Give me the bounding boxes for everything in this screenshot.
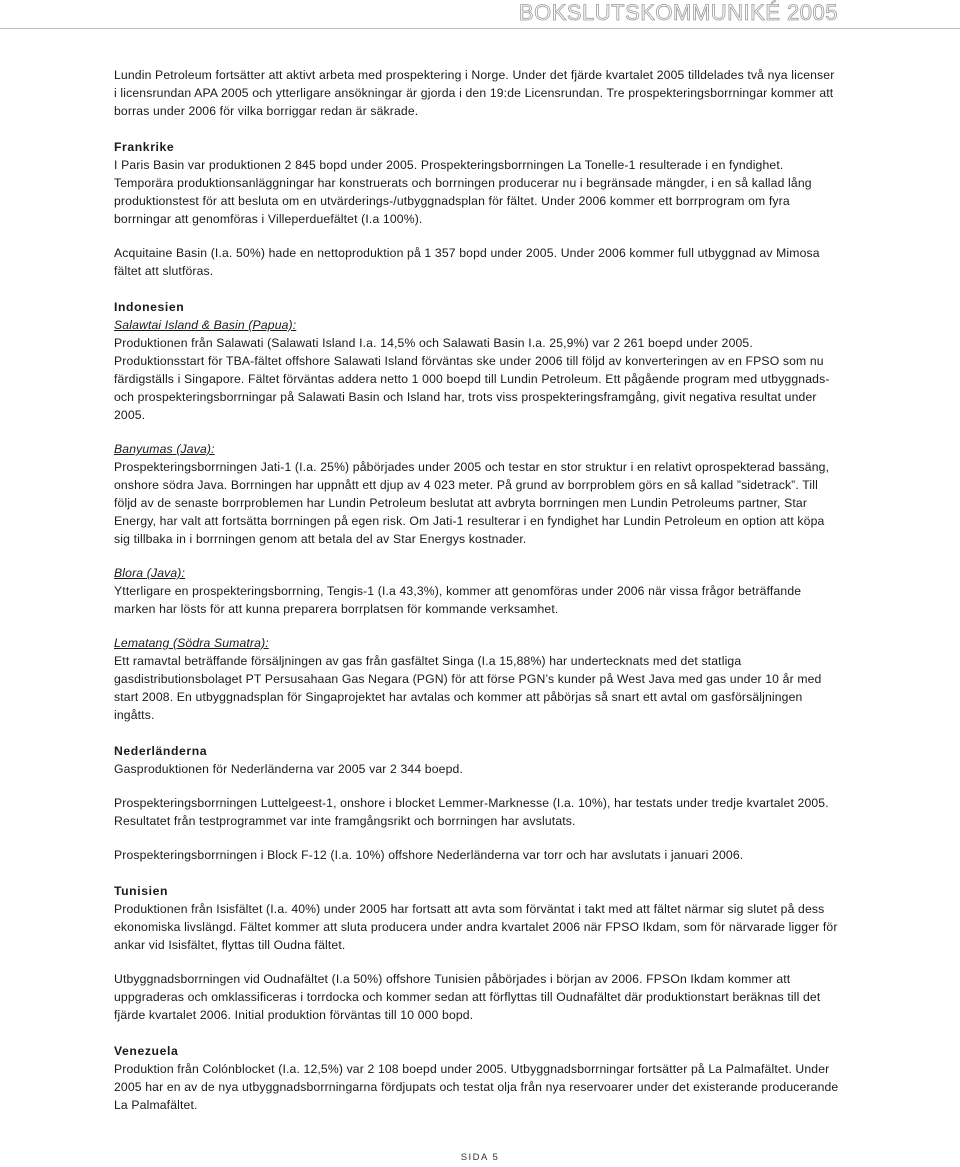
intro-paragraph: Lundin Petroleum fortsätter att aktivt arbeta med prospektering i Norge. Under det fjärde kvartalet 2005 tilldelades två nya licenser i licensrundan APA 2005 och ytterligare ansökningar är gjorda i den 19:de Licensrundan. Tre prospekteringsborrningar kommer att borras under 2006 för vilka borriggar redan är säkrade. (114, 68, 835, 118)
paragraph: Ett ramavtal beträffande försäljningen av gas från gasfältet Singa (I.a 15,88%) har undertecknats med det statliga gasdistributionsbolaget PT Persusahaan Gas Negara (PGN) för att förse PGN’s kunder på West Java med gas under 10 år med start 2008. En utbyggnadsplan för Singaprojektet har avtalas och kommer att påbörjas så snart ett avtal om gasförsäljningen ingåtts. (114, 654, 822, 722)
header-divider (0, 28, 960, 29)
subheading-salawati: Salawtai Island & Basin (Papua): (114, 318, 297, 332)
section-heading-venezuela: Venezuela (114, 1044, 179, 1058)
paragraph: Acquitaine Basin (I.a. 50%) hade en nettoproduktion på 1 357 bopd under 2005. Under 2006 kommer full utbyggnad av Mimosa fältet att slutföras. (114, 246, 820, 278)
paragraph: Produktion från Colónblocket (I.a. 12,5%) var 2 108 boepd under 2005. Utbyggnadsborrningar fortsätter på La Palmafältet. Under 2005 har en av de nya utbyggnadsborrningarna fördjupats och testat olja från nya reservoarer under det existerande producerande La Palmafältet. (114, 1062, 839, 1112)
subheading-banyumas: Banyumas (Java): (114, 442, 215, 456)
section-heading-indonesien: Indonesien (114, 300, 185, 314)
paragraph: Produktionen från Salawati (Salawati Island I.a. 14,5% och Salawati Basin I.a. 25,9%) var 2 261 boepd under 2005. Produktionsstart för TBA-fältet offshore Salawati Island förväntas ske under 2006 till följd av konverteringen av en FPSO som nu färdigställs i Singapore. Fältet förväntas addera netto 1 000 boepd till Lundin Petroleum. Ett pågående program med utbyggnads- och prospekteringsborrningar på Salawati Basin och Island har, trots viss prospekteringsframgång, givit negativa resultat under 2005. (114, 336, 830, 422)
subheading-lematang: Lematang (Södra Sumatra): (114, 636, 269, 650)
paragraph: I Paris Basin var produktionen 2 845 bopd under 2005. Prospekteringsborrningen La Tonelle-1 resulterade i en fyndighet. Temporära produktionsanläggningar har konstruerats och borrningen producerar nu i begränsade mängder, i en så kallad lång produktionstest för att besluta om en utvärderings-/utbyggnadsplan för fältet. Under 2006 kommer ett borrprogram om fyra borrningar att genomföras i Villeperduefältet (I.a 100%). (114, 158, 812, 226)
page-number: SIDA 5 (460, 1152, 500, 1163)
paragraph: Ytterligare en prospekteringsborrning, Tengis-1 (I.a 43,3%), kommer att genomföras under 2006 när vissa frågor beträffande marken har lösts för att kunna preparera borrplatsen för kommande verksamhet. (114, 584, 802, 616)
paragraph: Prospekteringsborrningen Jati-1 (I.a. 25%) påbörjades under 2005 och testar en stor struktur i en relativt oprospekterad bassäng, onshore södra Java. Borrningen har uppnått ett djup av 4 023 meter. På grund av borrproblem görs en så kallad ”sidetrack”. Till följd av de senaste borrproblemen har Lundin Petroleum beslutat att avbryta borrningen men Lundin Petroleums partner, Star Energy, har valt att fortsätta borrningen på egen risk. Om Jati-1 resulterar i en fyndighet har Lundin Petroleum en option att köpa sig tillbaka in i borrningen genom att betala del av Star Energys kostnader. (114, 460, 830, 546)
section-heading-frankrike: Frankrike (114, 140, 175, 154)
paragraph: Prospekteringsborrningen i Block F-12 (I.a. 10%) offshore Nederländerna var torr och har avslutats i januari 2006. (114, 848, 744, 862)
paragraph: Prospekteringsborrningen Luttelgeest-1, onshore i blocket Lemmer-Marknesse (I.a. 10%), har testats under tredje kvartalet 2005. Resultatet från testprogrammet var inte framgångsrikt och borrningen har avslutats. (114, 796, 829, 828)
section-heading-tunisien: Tunisien (114, 884, 169, 898)
document-body (114, 66, 839, 1130)
subheading-blora: Blora (Java): (114, 566, 186, 580)
paragraph: Produktionen från Isisfältet (I.a. 40%) under 2005 har fortsatt att avta som förväntat i takt med att fältet närmar sig slutet på dess ekonomiska livslängd. Fältet kommer att sluta producera under andra kvartalet 2006 när FPSO Ikdam, som för närvarade ligger för ankar vid Isisfältet, flyttas till Oudna fältet. (114, 902, 838, 952)
paragraph: Utbyggnadsborrningen vid Oudnafältet (I.a 50%) offshore Tunisien påbörjades i början av 2006. FPSOn Ikdam kommer att uppgraderas och omklassificeras i torrdocka och kommer sedan att förflyttas till Oudnafältet där produktionstart beräknas till det fjärde kvartalet 2006. Initial produktion förväntas till 10 000 bopd. (114, 972, 821, 1022)
report-title: BOKSLUTSKOMMUNIKÉ 2005 (518, 0, 838, 25)
section-heading-nederlanderna: Nederländerna (114, 744, 208, 758)
paragraph: Gasproduktionen för Nederländerna var 2005 var 2 344 boepd. (114, 762, 463, 776)
